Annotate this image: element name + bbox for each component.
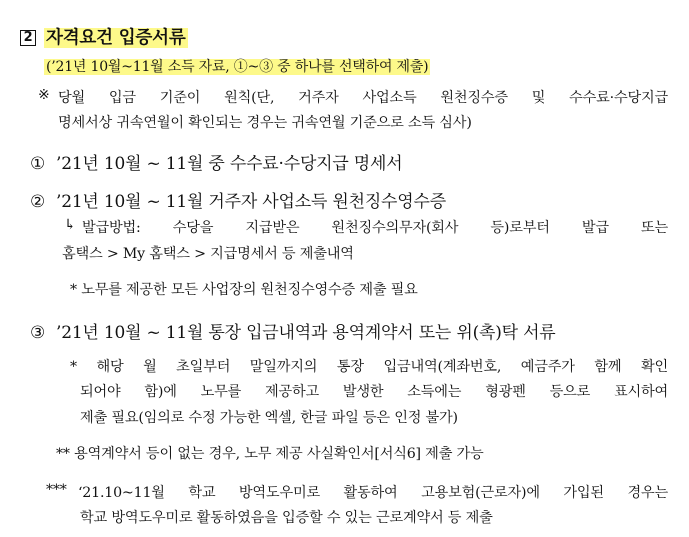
item-3 (30, 318, 556, 343)
item-3-detail-text2: 되어야 함)에 노무를 제공하고 발생한 소득에는 형광펜 등으로 표시하여 (80, 384, 668, 400)
item-2-text: ’21년 10월 ~ 11월 거주자 사업소득 원천징수영수증 (56, 192, 446, 212)
note-triple-line2: 학교 방역도우미로 활동하였음을 입증할 수 있는 근로계약서 등 제출 (80, 510, 493, 526)
main-note (38, 87, 668, 107)
section-heading (20, 24, 188, 49)
item-3-detail-line2 (80, 381, 668, 401)
item-1 (30, 149, 402, 174)
section-title: 자격요건 입증서류 (46, 28, 186, 48)
item-2-note: * 노무를 제공한 모든 사업장의 원천징수영수증 제출 필요 (70, 282, 418, 298)
item-1-marker: ① (30, 154, 46, 174)
item-2-method-line1: 발급방법: 수당을 지급받은 원천징수의무자(회사 등)로부터 발급 또는 (82, 220, 668, 236)
item-3-detail-text1: * 해당 월 초일부터 말일까지의 통장 입금내역(계좌번호, 예금주가 함께 확인 (70, 359, 668, 375)
triple-star-marker: *** (46, 482, 67, 498)
subtitle-text: (’21년 10월~11월 소득 자료, ①~③ 중 하나를 선택하여 제출) (46, 59, 429, 75)
item-2-marker: ② (30, 192, 46, 212)
section-subtitle (44, 56, 430, 76)
note-marker: ※ (38, 87, 50, 103)
note-double-star: ** 용역계약서 등이 없는 경우, 노무 제공 사실확인서[서식6] 제출 가능 (56, 446, 484, 462)
note-triple-star (46, 482, 668, 502)
arrow-icon: ↳ (64, 217, 76, 233)
item-2-method-line2: 홈택스 > My 홈택스 > 지급명세서 등 제출내역 (62, 246, 354, 262)
item-3-detail-line3: 제출 필요(임의로 수정 가능한 엑셀, 한글 파일 등은 인정 불가) (80, 410, 458, 426)
note-triple-line1: ‘21.10~11월 학교 방역도우미로 활동하여 고용보험(근로자)에 가입된 경우는 (78, 485, 668, 501)
item-2-method (64, 217, 668, 237)
item-2 (30, 187, 446, 212)
item-3-detail-line1 (70, 356, 668, 376)
item-1-text: ’21년 10월 ~ 11월 중 수수료·수당지급 명세서 (56, 154, 403, 174)
main-note-line1: 당월 입금 기준이 원칙(단, 거주자 사업소득 원천징수증 및 수수료·수당지급 (58, 90, 668, 106)
item-3-marker: ③ (30, 323, 46, 343)
section-number: 2 (20, 30, 36, 46)
main-note-line2: 명세서상 귀속연월이 확인되는 경우는 귀속연월 기준으로 소득 심사) (58, 115, 472, 131)
item-3-text: ’21년 10월 ~ 11월 통장 입금내역과 용역계약서 또는 위(촉)탁 서류 (56, 323, 556, 343)
